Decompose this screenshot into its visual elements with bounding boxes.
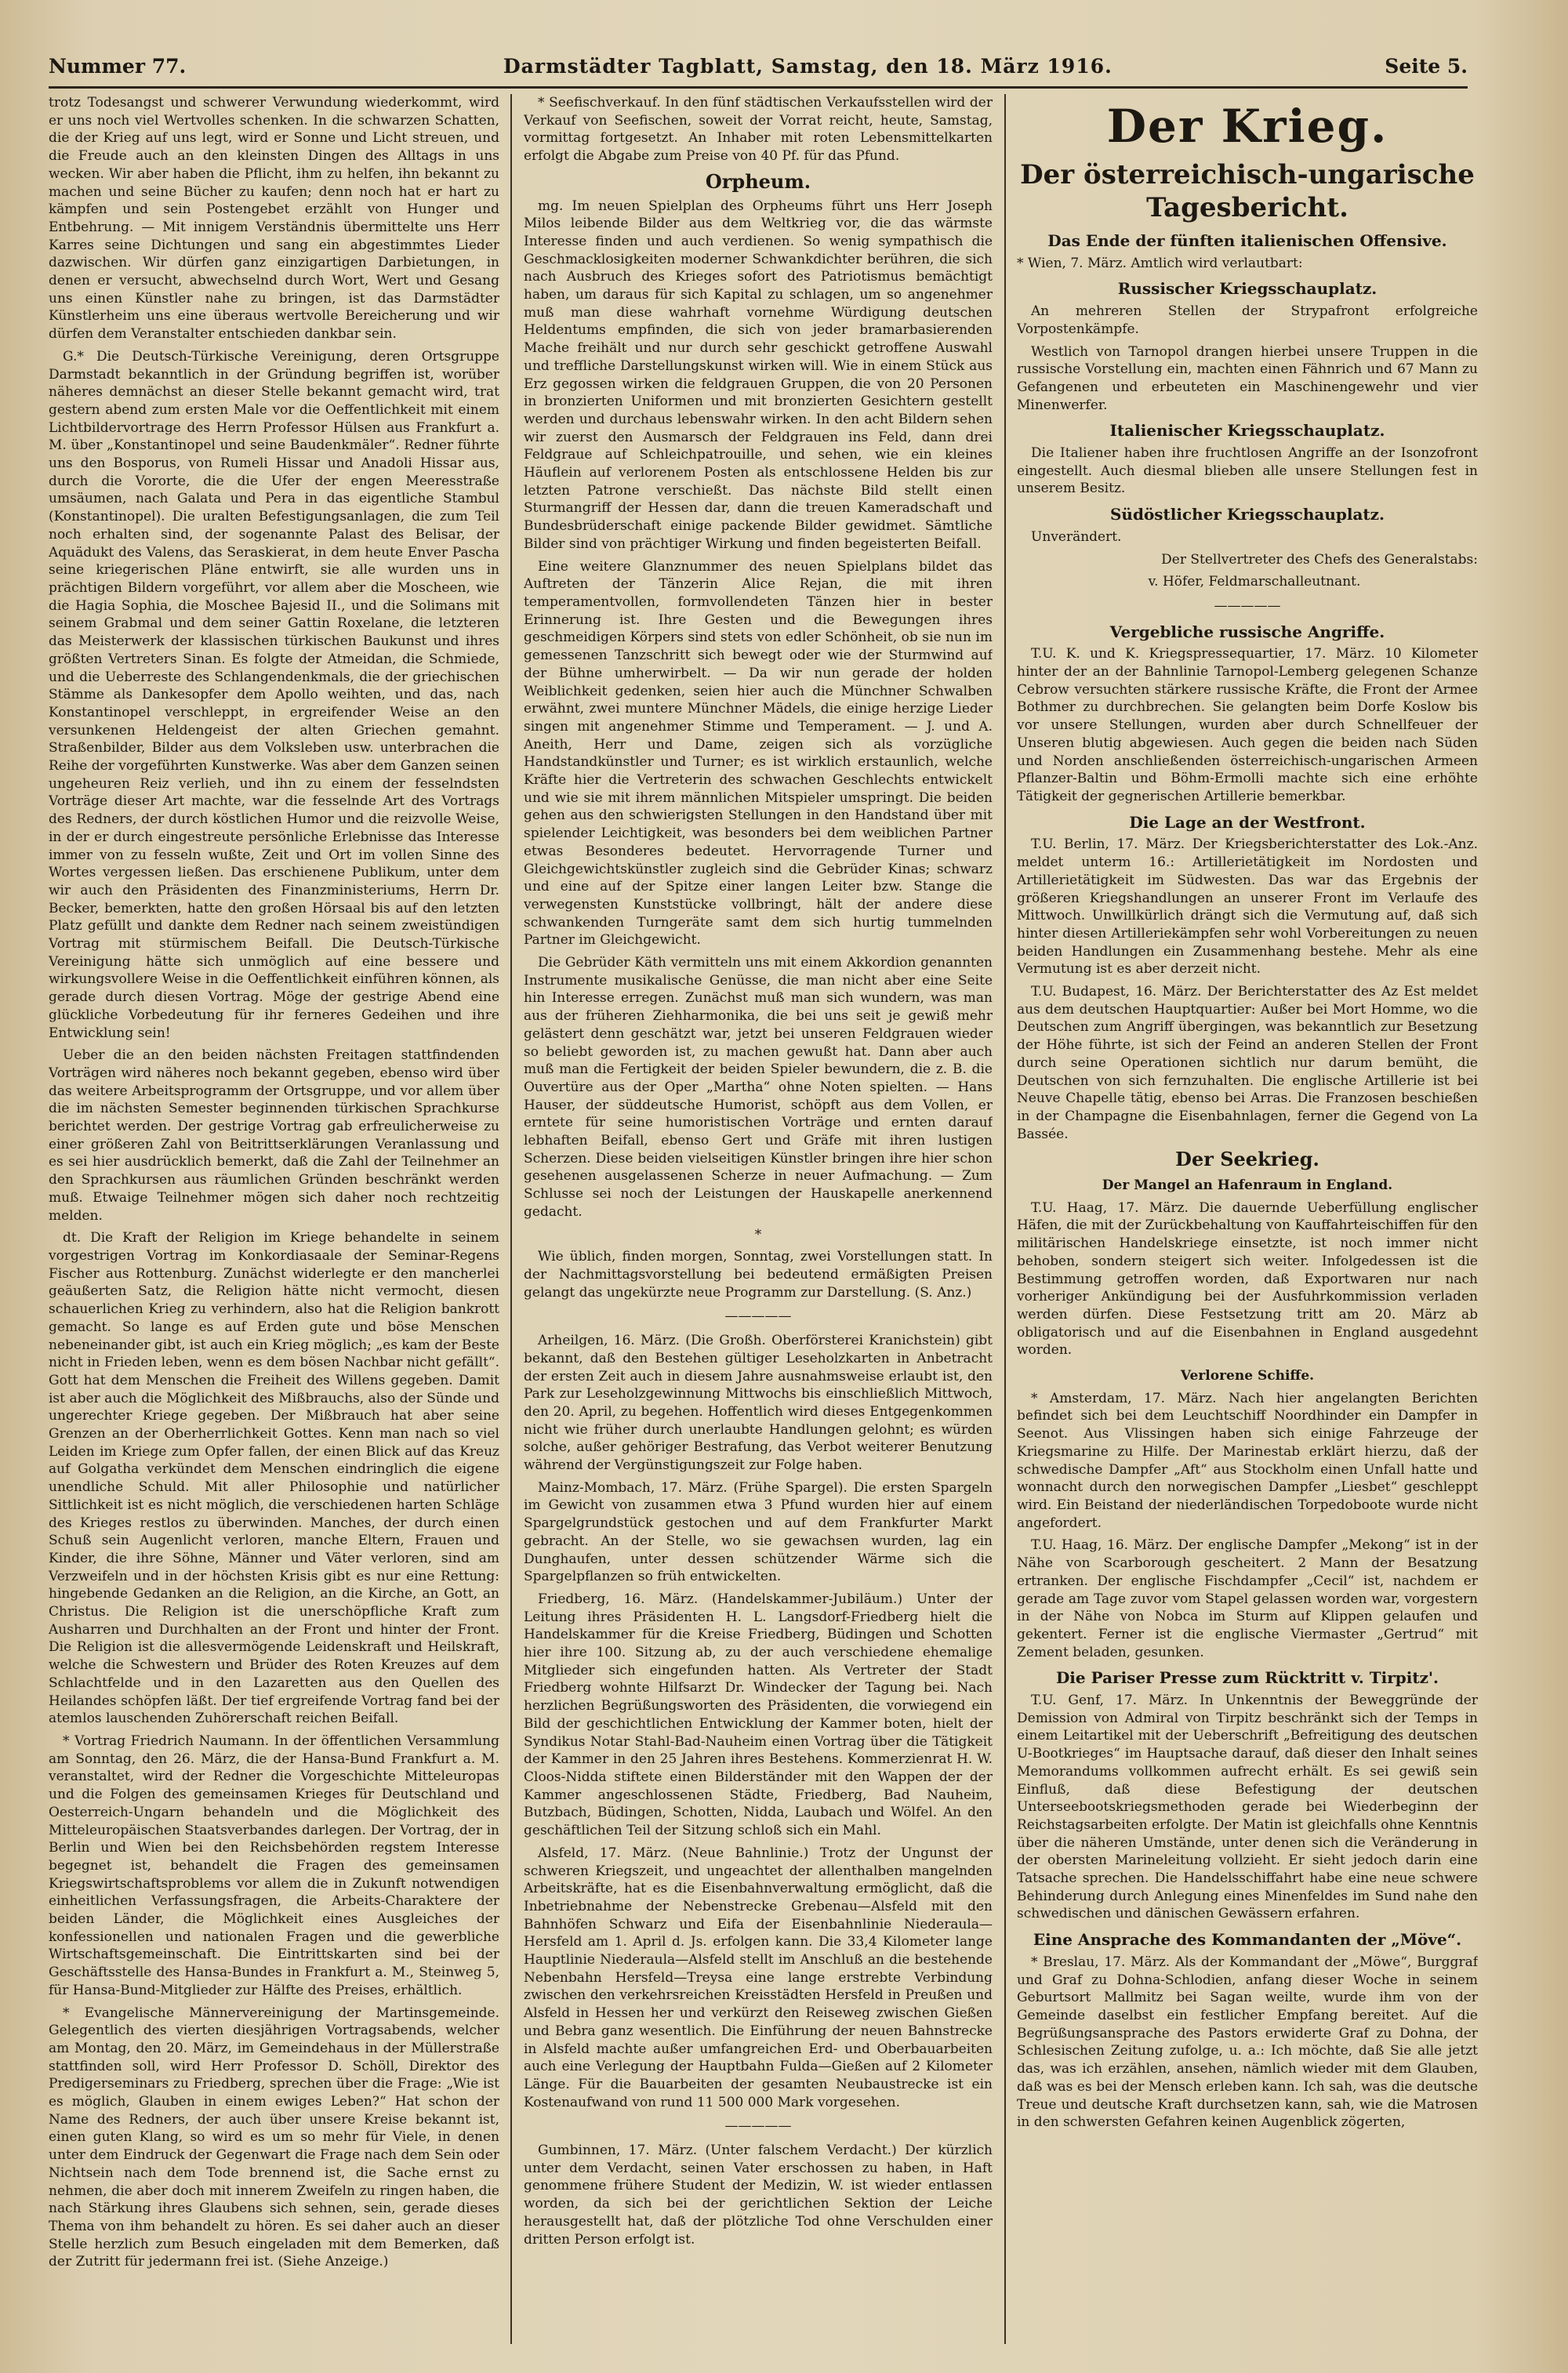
section-heading: Der Seekrieg. xyxy=(1175,1148,1319,1171)
section-heading: Die Pariser Presse zum Rücktritt v. Tirpitz'. xyxy=(1055,1668,1439,1688)
signature: v. Höfer, Feldmarschalleutnant. xyxy=(1148,574,1361,590)
article-text: T.U. Berlin, 17. März. Der Kriegsberichterstatter des Lok.-Anz. meldet unterm 16.: Artillerietätigkeit im Nordosten und Artillerietätigkeit im Südwesten. Das war das Ergebnis der größeren Kriegshandlungen an unserer Front im Verlaufe des Mittwoch. Unwillkürlich drängt sich die Vermutung auf, daß sich hinter diesen Artilleriekämpfen sehr wohl Vorbereitungen zu neuen beiden Handlungen ein Zusammenhang bestehe. Mehr als eine Vermutung ist es aber derzeit nicht. xyxy=(1017,836,1478,978)
article-text: Gumbinnen, 17. März. (Unter falschem Verdacht.) Der kürzlich unter dem Verdacht, seinen Vater erschossen zu haben, in Haft genommene frühere Student der Medizin, W. ist wieder entlassen worden, da sich bei der gerichtlichen Sektion der Leiche herausgestellt hat, daß der plötzliche Tod ohne Verschulden einer dritten Person erfolgt ist. xyxy=(524,2143,993,2248)
column-2 xyxy=(524,94,993,2352)
article-text: Friedberg, 16. März. (Handelskammer-Jubiläum.) Unter der Leitung ihres Präsidenten H. L. Langsdorf-Friedberg hielt die Handelskammer für die Kreise Friedberg, Büdingen und Schotten hier ihre 100. Sitzung ab, zu der auch verschiedene ehemalige Mitglieder sich eingefunden hatten. Als Vertreter der Stadt Friedberg wohnte Hilfsarzt Dr. Windecker der Tagung bei. Nach herzlichen Begrüßungsworten des Präsidenten, die vorwiegend ein Bild der geschichtlichen Entwicklung der Kammer boten, hielt der Syndikus Notar Stahl-Bad-Nauheim einen Vortrag über die Tätigkeit der Kammer in den 25 Jahren ihres Bestehens. Kommerzienrat H. W. Cloos-Nidda stiftete einen Bilderständer mit den Wappen der der Kammer angeschlossenen Städte, Friedberg, Bad Nauheim, Butzbach, Büdingen, Schotten, Nidda, Laubach und Wölfel. An den geschäftlichen Teil der Sitzung schloß sich ein Mahl. xyxy=(524,1591,993,1839)
article-text: Die Italiener haben ihre fruchtlosen Angriffe an der Isonzofront eingestellt. Auch diesmal blieben alle unsere Stellungen fest in unserem Besitz. xyxy=(1017,445,1478,497)
section-heading: Die Lage an der Westfront. xyxy=(1129,812,1366,832)
section-heading: Russischer Kriegsschauplatz. xyxy=(1117,279,1377,299)
column-3 xyxy=(1017,94,1478,2352)
page-number: Seite 5. xyxy=(1385,55,1468,78)
article-text: Unverändert. xyxy=(1031,528,1122,545)
section-heading: Italienischer Kriegsschauplatz. xyxy=(1109,421,1385,441)
article-text: Alsfeld, 17. März. (Neue Bahnlinie.) Trotz der Ungunst der schweren Kriegszeit, und ungeachtet der allenthalben mangelnden Arbeitskräfte, hat es die Eisenbahnverwaltung ermöglicht, daß die Inbetriebnahme der Nebenstrecke Grebenau—Alsfeld mit den Bahnhöfen Schwarz und Eifa der Eisenbahnlinie Niederaula—Hersfeld am 1. April d. Js. erfolgen kann. Die 33,4 Kilometer lange Hauptlinie Niederaula—Alsfeld stellt im Anschluß an die bestehende Nebenbahn Hersfeld—Treysa eine lange erstrebte Verbindung zwischen den verkehrsreichen Kreisstädten Hersfeld in Preußen und Alsfeld in Hessen her und verkürzt den Reiseweg zwischen Gießen und Bebra ganz wesentlich. Die Einführung der neuen Bahnstrecke in Alsfeld machte außer umfangreichen Erd- und Oberbauarbeiten auch eine Verlegung der Hauptbahn Fulda—Gießen auf 2 Kilometer Länge. Für die Bauarbeiten der gesamten Neubaustrecke ist ein Kostenaufwand von rund 11 500 000 Mark vorgesehen. xyxy=(524,1845,993,2110)
article-text: mg. Im neuen Spielplan des Orpheums führt uns Herr Joseph Milos leibende Bilder aus dem Weltkrieg vor, die das wärmste Interesse finden und auch verdienen. So wenig sympathisch die Geschmacklosigkeiten moderner Schwankdichter berühren, die sich nach Ausbruch des Krieges sofort des Patriotismus bemächtigt haben, um daraus für sich Kapital zu schlagen, um so angenehmer muß man diese wahrhaft vornehme Würdigung deutschen Heldentums empfinden, die sich von jeder bramarbasierenden Mache freihält und nur durch sehr geschickt getroffene Auswahl und treffliche Darstellungskunst wirken will. Wie in einem Stück aus Erz gegossen wirken die feldgrauen Gruppen, die von 20 Personen in bronzierten Uniformen und mit bronzierten Gesichtern gestellt werden und durchaus lebenswahr wirken. In den acht Bildern sehen wir zuerst den Ausmarsch der Feldgrauen ins Feld, dann drei Feldgraue auf Schleichpatrouille, und sehen, wie ein kleines Häuflein auf verlorenem Posten als entschlossene Helden bis zur letzten Patrone verschießt. Das nächste Bild stellt einen Sturmangriff der Hessen dar, dann die treuen Kameradschaft und Bundesbrüderschaft einige packende Bilder gewidmet. Sämtliche Bilder sind von prächtiger Wirkung und finden begeisterten Beifall. xyxy=(524,198,993,552)
issue-number: Nummer 77. xyxy=(49,55,187,78)
signature: Der Stellvertreter des Chefs des Generalstabs: xyxy=(1161,551,1478,568)
article-text: * Amsterdam, 17. März. Nach hier angelangten Berichten befindet sich bei dem Leuchtschiff Noordhinder ein Dampfer in Seenot. Aus Vlissingen haben sich einige Fahrzeuge der Kriegsmarine zu Hilfe. Der Marinestab erklärt hierzu, daß der schwedische Dampfer „Aft“ aus Stockholm einen Unfall hatte und wonnacht durch den norwegischen Dampfer „Liesbet“ geschleppt wird. Ein Beistand der niederländischen Torpedoboote wurde nicht angefordert. xyxy=(1017,1390,1478,1531)
section-title: Der Krieg. xyxy=(1106,100,1388,153)
separator: * xyxy=(754,1226,762,1243)
section-heading: Südöstlicher Kriegsschauplatz. xyxy=(1109,505,1385,524)
separator: ————— xyxy=(724,2118,792,2135)
section-heading: Das Ende der fünften italienischen Offensive. xyxy=(1047,231,1447,250)
article-text: T.U. Genf, 17. März. In Unkenntnis der Beweggründe der Demission von Admiral von Tirpitz beschränkt sich der Temps in einem Leitartikel mit der Ueberschrift „Befreitigung des deutschen U-Bootkrieges“ im Hauptsache darauf, daß dieser den Inhalt seines Memorandums vollkommen aufrecht erhält. Es sei gewiß sein Einfluß, daß diese Befestigung der deutschen Unterseebootskriegsmethoden gerade bei Wiederbeginn der Reichstagsarbeiten erfolgte. Der Matin ist gleichfalls ohne Kenntnis über die näheren Umstände, unter denen sich die Veränderung in der obersten Marineleitung vollzieht. Er sieht jedoch darin eine Tatsache sprechen. Die Handelsschiffahrt habe eine neue schwere Behinderung durch Anlegung eines Minenfeldes im Sund nahe den schwedischen und dänischen Gewässern erfahren. xyxy=(1017,1693,1478,1922)
article-text: Eine weitere Glanznummer des neuen Spielplans bildet das Auftreten der Tänzerin Alice Rejan, die mit ihren temperamentvollen, formvollendeten Tänzen hier in bester Erinnerung ist. Ihre Gesten und die Bewegungen ihres geschmeidigen Körpers sind stets von edler Schönheit, ob sie nun im gemessenen Tanzschritt sich bewegt oder wie der Sturmwind auf der Bühne umherwirbelt. — Da wir nun gerade der holden Weiblichkeit gedenken, seien hier auch die Münchner Schwalben erwähnt, zwei muntere Münchner Mädels, die einige herzige Lieder singen mit angenehmer Stimme und Temperament. — J. und A. Aneith, Herr und Dame, zeigen sich als vorzügliche Handstandkünstler und Turner; es ist wirklich erstaunlich, welche Kräfte hier die Vertreterin des schwachen Geschlechts entwickelt und wie sie mit ihrem männlichen Mitspieler umspringt. Die beiden gehen aus den schwierigsten Stellungen in den Handstand über mit spielender Leichtigkeit, was besonders bei dem weiblichen Partner etwas Besonderes bedeutet. Hervorragende Turner und Gleichgewichtskünstler zugleich sind die Gebrüder Kinas; schwarz und eine auf der Spitze einer langen Leiter bzw. Stange die verwegensten Kunststücke vollbringt, hält der andere diese schwankenden Turngeräte samt dem sich hurtig tummelnden Partner im Gleichgewicht. xyxy=(524,558,993,949)
article-text: * Wien, 7. März. Amtlich wird verlautbart: xyxy=(1017,255,1303,271)
separator: ————— xyxy=(1214,597,1281,614)
article-text: T.U. Haag, 16. März. Der englische Dampfer „Mekong“ ist in der Nähe von Scarborough gescheitert. 2 Mann der Besatzung ertranken. Der englische Fischdampfer „Cecil“ ist, nachdem er gerade am Tage zuvor vom Stapel gelassen worden war, vorgestern in der Nähe von Nobca im Sturm auf Klippen gelaufen und gekentert. Ferner ist die englische Viermaster „Gertrud“ mit Zement beladen, gesunken. xyxy=(1017,1537,1478,1660)
header-rule xyxy=(49,86,1468,89)
section-heading: Orpheum. xyxy=(705,169,811,193)
section-subheading: Der Mangel an Hafenraum in England. xyxy=(1102,1177,1393,1194)
article-text: T.U. Budapest, 16. März. Der Berichterstatter des Az Est meldet aus dem deutschen Hauptquartier: Außer bei Mort Homme, wo die Deutschen zum Angriff übergingen, was bekanntlich zur Besetzung der Höhe führte, ist sich der Feind an anderen Stellen der Front durch seine Operationen sichtlich nur darum bemüht, die Deutschen von sich fernzuhalten. Die englische Artillerie ist bei Neuve Chapelle tätig, ebenso bei Arras. Die Franzosen beschießen in der Champagne die Eisenbahnlagen, ferner die Gegend von La Bassée. xyxy=(1017,984,1478,1142)
article-text: * Evangelische Männervereinigung der Martinsgemeinde. Gelegentlich des vierten diesjährigen Vortragsabends, welcher am Montag, den 20. März, im Gemeindehaus in der Müllerstraße stattfinden soll, wird Herr Professor D. Schöll, Direktor des Predigerseminars zu Friedberg, sprechen über die Frage: „Wie ist es möglich, Glauben in einem ewiges Leben?“ Hat schon der Name des Redners, der auch über unsere Kreise bekannt ist, einen guten Klang, so wird es um so mehr für Viele, in denen unter dem Eindruck der Gegenwart die Frage nach dem Sein oder Nichtsein nach dem Tode brennend ist, die Sache ernst zu nehmen, die aber doch mit innerem Zweifeln zu ringen haben, die nach Stärkung ihres Glaubens sich sehnen, sein, gerade dieses Thema von ihm behandelt zu hören. Es sei daher auch an dieser Stelle herzlich zum Besuch eingeladen mit dem Bemerken, daß der Zutritt für jedermann frei ist. (Siehe Anzeige.) xyxy=(49,2005,499,2270)
article-text: T.U. K. und K. Kriegspressequartier, 17. März. 10 Kilometer hinter der an der Bahnlinie Tarnopol-Lemberg gelegenen Schanze Cebrow versuchten stärkere russische Kräfte, die Front der Armee Bothmer zu durchbrechen. Sie gelangten beim Dorfe Koslow bis vor unsere Stellungen, wurden aber durch Schnellfeuer der Unseren blutig abgewiesen. Auch gegen die beiden nach Süden und Norden anschließenden österreichisch-ungarischen Armeen Pflanzer-Baltin und Böhm-Ermolli machte sich eine erhöhte Tätigkeit der gegnerischen Artillerie bemerkbar. xyxy=(1017,646,1478,804)
column-1 xyxy=(49,94,499,2352)
article-text: dt. Die Kraft der Religion im Kriege behandelte in seinem vorgestrigen Vortrag im Konkordiasaale der Seminar-Regens Fischer aus Rottenburg. Zunächst widerlegte er den mancherlei geäußerten Satz, die Religion hätte nicht vermocht, diesen schauerlichen Krieg zu verhindern, also hat die Religion bankrott gemacht. So lange es auf Erden gute und böse Menschen nebeneinander gibt, ist auch ein Krieg möglich; „es kam der Beste nicht in Frieden leben, wenn es dem bösen Nachbar nicht gefällt“. Gott hat dem Menschen die Freiheit des Willens gegeben. Damit ist aber auch die Möglichkeit des Mißbrauchs, also der Sünde und ungerechter Kriege gegeben. Der Mißbrauch hat aber seine Grenzen an der Oberherrlichkeit Gottes. Kenn man nach so viel Leiden im Kriege zum Opfer fallen, der einen Blick auf das Kreuz auf Golgatha verkündet dem Menschen eindringlich die eigene unendliche Schuld. Mit aller Philosophie und natürlicher Sittlichkeit ist es nicht möglich, die verschiedenen harten Schläge des Krieges restlos zu überwinden. Manches, der durch einen Schuß sein Augenlicht verloren, manche Eltern, Frauen und Kinder, die ihre Söhne, Männer und Väter verloren, sind am Verzweifeln und in der höchsten Krisis gibt es nur eine Rettung: hingebende Gedanken an die Religion, an die Kirche, an Gott, an Christus. Die Religion ist die unerschöpfliche Kraft zum Ausharren und Durchhalten an der Front und hinter der Front. Die Religion ist die allesvermögende Leidenskraft und Heilskraft, welche die Schwestern und Brüder des Roten Kreuzes auf dem Schlachtfelde und in den Lazaretten aus den Quellen des Heilandes schöpfen läßt. Der tief ergreifende Vortrag fand bei der atemlos lauschenden Zuhörerschaft reichen Beifall. xyxy=(49,1230,499,1727)
article-text: * Seefischverkauf. In den fünf städtischen Verkaufsstellen wird der Verkauf von Seefischen, soweit der Vorrat reicht, heute, Samstag, vormittag fortgesetzt. An Inhaber mit roten Lebensmittelkarten erfolgt die Abgabe zum Preise von 40 Pf. für das Pfund. xyxy=(524,95,993,165)
article-text: Arheilgen, 16. März. (Die Großh. Oberförsterei Kranichstein) gibt bekannt, daß den Bestehen gültiger Leseholzkarten in Anbetracht der ersten Zeit auch in diesem Jahre ausnahmsweise erlaubt ist, den Park zur Leseholzgewinnung Mittwochs bis einschließlich Mittwoch, den 20. April, zu begehen. Hoffentlich wird dieses Entgegenkommen nicht wie früher durch unerlaubte Handlungen gelohnt; es würden solche, außer gehöriger Bestrafung, das Verbot weiterer Benutzung während der Vergünstigungszeit zur Folge haben. xyxy=(524,1333,993,1474)
column-divider xyxy=(1004,94,1006,2344)
section-heading: Vergebliche russische Angriffe. xyxy=(1109,622,1385,641)
article-text: An mehreren Stellen der Strypafront erfolgreiche Vorpostenkämpfe. xyxy=(1017,303,1478,337)
article-text: Ueber die an den beiden nächsten Freitagen stattfindenden Vorträgen wird näheres noch bekannt gegeben, ebenso wird über das weitere Arbeitsprogramm der Ortsgruppe, und vor allem über die im nächsten Semester beginnenden türkischen Sprachkurse berichtet werden. Der gestrige Vortrag gab erfreulicherweise zu einer größeren Zahl von Beitrittserklärungen Veranlassung und es sei hier ausdrücklich bemerkt, daß die Zahl der Teilnehmer an den Sprachkursen aus räumlichen Gründen beschränkt werden muß. Etwaige Teilnehmer mögen sich daher noch rechtzeitig melden. xyxy=(49,1047,499,1224)
article-text: trotz Todesangst und schwerer Verwundung wiederkommt, wird er uns noch viel Wertvolles schenken. In die schwarzen Schatten, die der Krieg auf uns legt, wird er Sonne und Licht streuen, und die Freude auch an den kleinsten Dingen des Alltags in uns wecken. Wir aber haben die Pflicht, ihm zu helfen, ihn bekannt zu machen und seine Bücher zu kaufen; denn noch hat er hart zu kämpfen und sein Postengebet erzählt von Hunger und Entbehrung. — Mit innigem Verständnis übermittelte uns Herr Karres seine Dichtungen und sang ein abgestimmtes Lieder dazwischen. Wir dürfen ganz einzigartigen Darbietungen, in denen er versucht, abwechselnd durch Wort, Wert und Gesang uns einen Künstler nahe zu bringen, ist das Darmstädter Künstlerheim uns eine überaus wertvolle Bereicherung und wir dürfen dem Veranstalter entschieden dankbar sein. xyxy=(49,95,499,343)
article-text: Mainz-Mombach, 17. März. (Frühe Spargel). Die ersten Spargeln im Gewicht von zusammen etwa 3 Pfund wurden hier auf einem Spargelgrundstück gestochen und auf dem Frankfurter Markt gebracht. An der Stelle, wo sie gewachsen wurden, lag ein Dunghaufen, unter dessen schützender Wärme sich die Spargelpflanzen so früh entwickelten. xyxy=(524,1479,993,1585)
article-text: Westlich von Tarnopol drangen hierbei unsere Truppen in die russische Vorstellung ein, machten einen Fähnrich und 67 Mann zu Gefangenen und erbeuteten ein Maschinengewehr und vier Minenwerfer. xyxy=(1017,343,1478,413)
column-divider xyxy=(510,94,512,2344)
article-text: * Vortrag Friedrich Naumann. In der öffentlichen Versammlung am Sonntag, den 26. März, die der Hansa-Bund Frankfurt a. M. veranstaltet, wird der Redner die Vorgeschichte Mitteleuropas und die Folgen des gemeinsamen Krieges für Deutschland und Oesterreich-Ungarn behandeln und die Möglichkeit des Mitteleuropäischen Staatsverbandes darlegen. Der Vortrag, der in Berlin und Wien bei den Reichsbehörden regstem Interesse begegnet ist, behandelt die Fragen des gemeinsamen Kriegswirtschaftsproblems vor allem die in Zukunft notwendigen einheitlichen Verfassungsfragen, die Arbeits-Charaktere der beiden Länder, die Möglichkeit eines Ausgleiches der konfessionellen und nationalen Fragen und die gewerbliche Wirtschaftsgemeinschaft. Die Eintrittskarten sind bei der Geschäftsstelle des Hansa-Bundes in Frankfurt a. M., Steinweg 5, für Hansa-Bund-Mitglieder zur Hälfte des Preises, erhältlich. xyxy=(49,1733,499,1998)
section-subheading: Verlorene Schiffe. xyxy=(1180,1368,1315,1384)
article-text: Wie üblich, finden morgen, Sonntag, zwei Vorstellungen statt. In der Nachmittagsvorstellung bei bedeutend ermäßigten Preisen gelangt das ungekürzte neue Programm zur Darstellung. (S. Anz.) xyxy=(524,1249,993,1301)
article-text: T.U. Haag, 17. März. Die dauernde Ueberfüllung englischer Häfen, die mit der Zurückbehaltung von Kauffahrteischiffen für den militärischen Handelskriege einsetzte, ist noch immer nicht behoben, sondern steigert sich weiter. Infolgedessen ist die Bestimmung getroffen worden, daß Exportwaren nur nach vorheriger Ankündigung bei der Ausfuhrkommission verladen werden dürfen. Diese Festsetzung tritt am 20. März ab obligatorisch und auf die Eisenbahnen in England ausgedehnt worden. xyxy=(1017,1199,1478,1359)
section-subtitle: Der österreichisch-ungarische Tagesbericht. xyxy=(1020,159,1475,223)
article-text: Die Gebrüder Käth vermitteln uns mit einem Akkordion genannten Instrumente musikalische Genüsse, die man nicht aber eine Seite hin Interesse erregen. Zunächst muß man sich wundern, was man aus der früheren Ziehharmonika, die bei uns seit je gewiß mehr gelästert denn geschätzt war, jetzt bei unseren Feldgrauen wieder so beliebt geworden ist, zu machen gewußt hat. Dann aber auch muß man die Fertigkeit der beiden Spieler bewundern, die z. B. die Ouvertüre aus der Oper „Martha“ ohne Noten spielten. — Hans Hauser, der süddeutsche Humorist, schöpft aus dem Vollen, er erntete für seine humoristischen Vorträge und ernten darauf lebhaften Beifall, ebenso Gert und Gräfe mit ihren lustigen Scherzen. Diese beiden vielseitigen Künstler bringen ihre hier schon gesehenen ausgelassenen Scherze in neuer Aufmachung. — Zum Schlusse sei noch der Leistungen der Hauskapelle anerkennend gedacht. xyxy=(524,955,993,1220)
article-text: * Breslau, 17. März. Als der Kommandant der „Möwe“, Burggraf und Graf zu Dohna-Schlodien, anfang dieser Woche in seinem Geburtsort Mallmitz bei Sagan weilte, wurde ihm von der Gemeinde daselbst ein festlicher Empfang bereitet. Auf die Begrüßungsansprache des Pastors erwiderte Graf zu Dohna, der Schlesischen Zeitung zufolge, u. a.: Ich möchte, daß Sie alle jetzt das, was ich erzählen, ansehen, nämlich wieder mit dem Glauben, daß was es bei der Mensch erleben kann. Ich sah, was die deutsche Treue und deutsche Kraft durchsetzen kann, sah, wie die Matrosen in den schwersten Gefahren keinen Augenblick zögerten, xyxy=(1017,1954,1478,2131)
article-text: G.* Die Deutsch-Türkische Vereinigung, deren Ortsgruppe Darmstadt bekanntlich in der Gründung begriffen ist, worüber näheres demnächst an dieser Stelle bekannt gemacht wird, trat gestern abend zum ersten Male vor die Oeffentlichkeit mit einem Lichtbildervortrage des Herrn Professor Hülsen aus Frankfurt a. M. über „Konstantinopel und seine Baudenkmäler“. Redner führte uns den Bosporus, von Rumeli Hissar und Anadoli Hissar aus, durch die Vororte, die die Ufer der engen Meeresstraße umsäumen, nach Galata und Pera in das eigentliche Stambul (Konstantinopel). Die uralten Befestigungsanlagen, die zum Teil noch erhalten sind, der sogenannte Palast des Belisar, der Aquädukt des Valens, das Seraskierat, in dem heute Enver Pascha seine kriegerischen Pläne entwirft, sie alle wurden uns in prächtigen Bildern vorgeführt, vor allem aber die Moscheen, wie die Hagia Sophia, die Moschee Bajesid II., und die Solimans mit seinem Grabmal und dem seiner Gattin Roxelane, die letzteren das Meisterwerk der klassischen türkischen Baukunst und ihres größten Vertreters Sinan. Es folgte der Atmeidan, die Schmiede, und die Ueberreste des Schlangendenkmals, die der griechischen Stämme als Dankesopfer dem Apollo weihten, und das, nach Konstantinopel verschleppt, in ergreifender Weise an den versunkenen Heldengeist der alten Griechen gemahnt. Straßenbilder, Bilder aus dem Volksleben usw. unterbrachen die Reihe der vorgeführten Kunstwerke. Was aber dem Ganzen seinen ungeheuren Reiz verlieh, und ihn zu einem der fesselndsten Vorträge dieser Art machte, war die fesselnde Art des Vortrags des Redners, der durch köstlichen Humor und die reizvolle Weise, in der er durch eingestreute persönliche Erlebnisse das Interesse immer von zu fesseln wußte, Zeit und Ort im vollen Sinne des Wortes vergessen ließen. Das erschienene Publikum, unter dem wir auch den Präsidenten des Finanzministeriums, Herrn Dr. Becker, bemerkten, hatte den großen Hörsaal bis auf den letzten Platz gefüllt und dankte dem Redner nach seinem zweistündigen Vortrag mit stürmischem Beifall. Die Deutsch-Türkische Vereinigung hätte sich unmöglich auf eine bessere und wirkungsvollere Weise in die Oeffentlichkeit einführen können, als gerade durch diesen Vortrag. Möge der gestrige Abend eine glückliche Vorbedeutung für ihr ferneres Gedeihen und ihre Entwicklung sein! xyxy=(49,348,499,1041)
section-heading: Eine Ansprache des Kommandanten der „Möve“. xyxy=(1033,1930,1462,1950)
paper-title-date: Darmstädter Tagblatt, Samstag, den 18. März 1916. xyxy=(503,55,1112,78)
separator: ————— xyxy=(724,1308,792,1325)
page-header xyxy=(49,55,1468,86)
